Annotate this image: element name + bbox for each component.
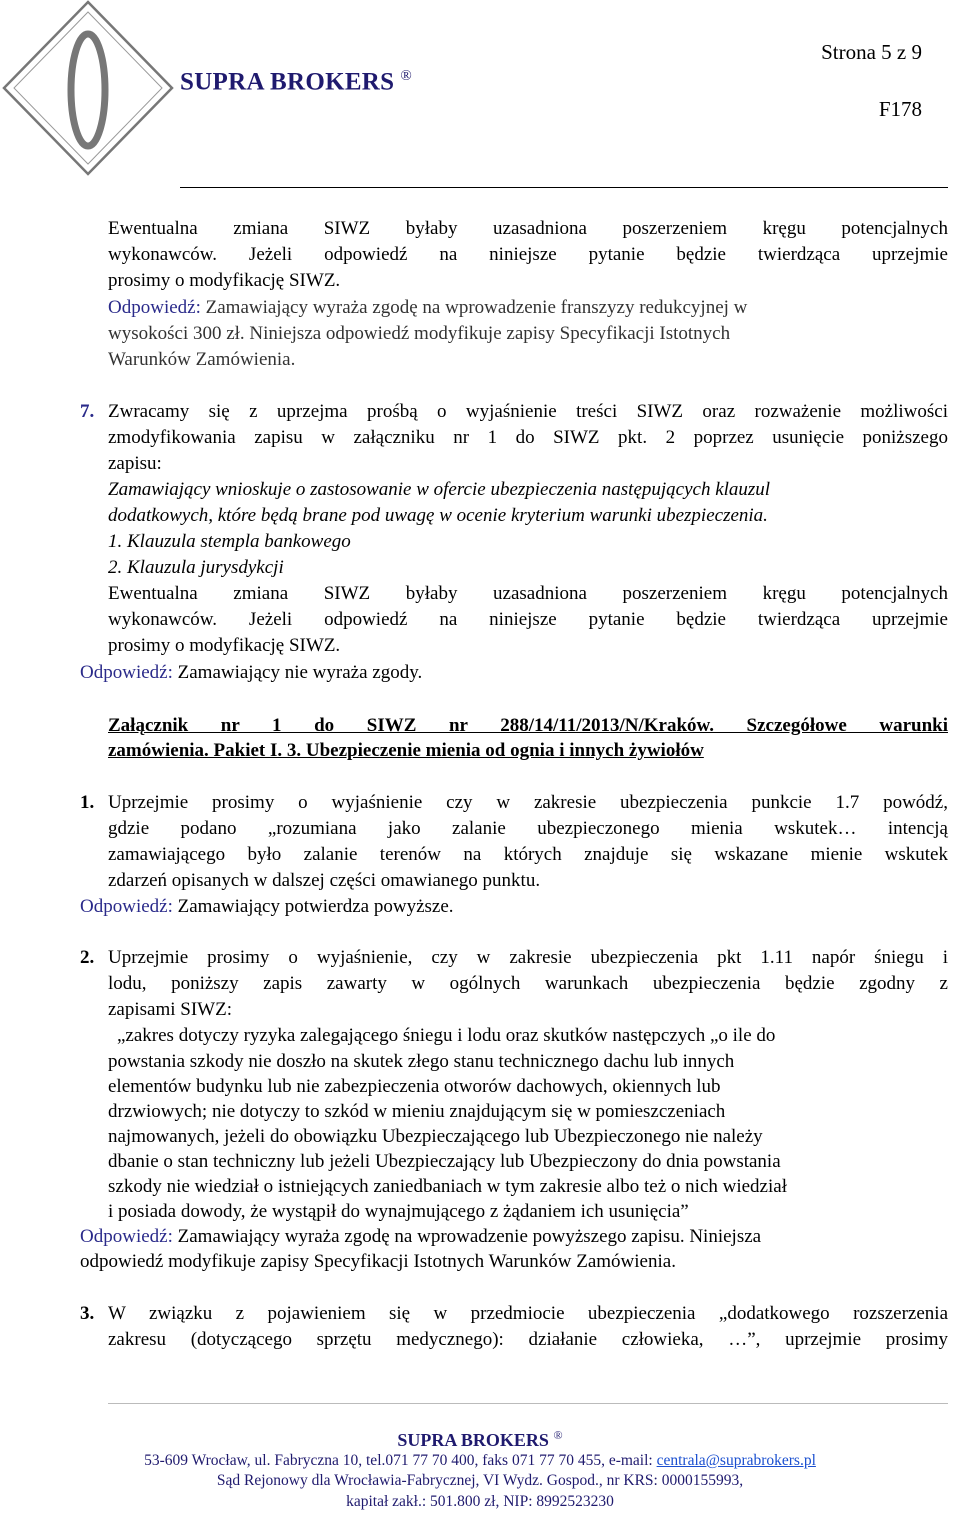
- header-divider: [180, 187, 948, 188]
- intro-line-2: wykonawców. Jeżeli odpowiedź na niniejsze pytanie będzie twierdząca uprzejmie: [108, 244, 948, 265]
- intro-line-1: Ewentualna zmiana SIWZ byłaby uzasadniona poszerzeniem kręgu potencjalnych: [108, 218, 948, 239]
- answer-label: Odpowiedź:: [80, 1226, 173, 1247]
- item-1-number: 1.: [80, 792, 95, 813]
- question-7-line-1: Zwracamy się z uprzejma prośbą o wyjaśnienie treści SIWZ oraz rozważenie możliwości: [108, 401, 948, 422]
- item-2-quote-7: szkody nie wiedział o istniejących zaniedbaniach w tym zakresie albo też o nich wiedział: [108, 1176, 787, 1197]
- item-2-quote-6: dbanie o stan techniczny lub jeżeli Ubezpieczający lub Ubezpieczony do dnia powstania: [108, 1151, 781, 1172]
- item-3-number: 3.: [80, 1303, 95, 1324]
- item-2-number: 2.: [80, 947, 95, 968]
- item-1-line-2: gdzie podano „rozumiana jako zalanie ubezpieczonego mienia wskutek… intencją: [108, 818, 948, 839]
- footer-address: 53-609 Wrocław, ul. Fabryczna 10, tel.071 77 70 400, faks 071 77 70 455, e-mail: centrala@suprabrokers.pl: [144, 1452, 816, 1469]
- item-2-quote-1: „zakres dotyczy ryzyka zalegającego śniegu i lodu oraz skutków następczych „o ile do: [117, 1025, 776, 1046]
- item-2-quote-8: i posiada dowody, że wystąpił do wynajmującego z żądaniem ich usunięcia”: [108, 1201, 689, 1222]
- footer-court-registration: Sąd Rejonowy dla Wrocławia-Fabrycznej, VI Wydz. Gospod., nr KRS: 0000155993,: [216, 1472, 744, 1489]
- section-heading-line-1: Załącznik nr 1 do SIWZ nr 288/14/11/2013/N/Kraków. Szczegółowe warunki: [108, 715, 948, 736]
- question-7-line-4: Ewentualna zmiana SIWZ byłaby uzasadniona poszerzeniem kręgu potencjalnych: [108, 583, 948, 604]
- question-7-italic-2: dodatkowych, które będą brane pod uwagę w ocenie kryterium warunki ubezpieczenia.: [108, 505, 768, 526]
- item-1-line-4: zdarzeń opisanych w dalszej części omawianego punktu.: [108, 870, 541, 891]
- header-brand: SUPRA BROKERS ®: [180, 68, 413, 96]
- supra-brokers-logo: [0, 0, 175, 180]
- registered-mark: ®: [400, 68, 413, 84]
- footer-email-link[interactable]: centrala@suprabrokers.pl: [656, 1452, 816, 1469]
- registered-mark: ®: [553, 1428, 563, 1442]
- intro-answer-line-3: Warunków Zamówienia.: [108, 349, 296, 370]
- item-1-answer: Odpowiedź: Zamawiający potwierdza powyższe.: [80, 896, 454, 917]
- item-2-line-3: zapisami SIWZ:: [108, 999, 232, 1020]
- item-1-line-3: zamawiającego było zalanie terenów na których znajduje się wskazane mienie wskutek: [108, 844, 948, 865]
- footer-brand: SUPRA BROKERS ®: [397, 1428, 563, 1450]
- question-7-number: 7.: [80, 401, 95, 422]
- item-2-answer-line-1: Odpowiedź: Zamawiający wyraża zgodę na wprowadzenie powyższego zapisu. Niniejsza: [80, 1226, 762, 1247]
- footer-capital: kapitał zakł.: 501.800 zł, NIP: 8992523230: [346, 1493, 614, 1510]
- item-2-quote-5: najmowanych, jeżeli do obowiązku Ubezpieczającego lub Ubezpieczonego nie należy: [108, 1126, 763, 1147]
- item-2-quote-2: powstania szkody nie doszło na skutek złego stanu technicznego dachu lub innych: [108, 1051, 735, 1072]
- item-3-line-2: zakresu (dotyczącego sprzętu medycznego): działanie człowieka, …”, uprzejmie prosimy: [108, 1329, 948, 1350]
- question-7-italic-3: 1. Klauzula stempla bankowego: [108, 531, 351, 552]
- question-7-line-3: zapisu:: [108, 453, 162, 474]
- page-number: Strona 5 z 9: [821, 40, 922, 64]
- form-code: F178: [878, 97, 922, 121]
- question-7-italic-4: 2. Klauzula jurysdykcji: [108, 557, 284, 578]
- item-2-line-2: lodu, poniższy zapis zawarty w ogólnych warunkach ubezpieczenia będzie zgodny z: [108, 973, 948, 994]
- question-7-line-6: prosimy o modyfikację SIWZ.: [108, 635, 341, 656]
- answer-label: Odpowiedź:: [80, 896, 173, 917]
- answer-label: Odpowiedź:: [108, 297, 201, 318]
- question-7-line-5: wykonawców. Jeżeli odpowiedź na niniejsze pytanie będzie twierdząca uprzejmie: [108, 609, 948, 630]
- item-1-line-1: Uprzejmie prosimy o wyjaśnienie czy w zakresie ubezpieczenia punkcie 1.7 powódź,: [108, 792, 948, 813]
- question-7-answer: Odpowiedź: Zamawiający nie wyraża zgody.: [80, 662, 423, 683]
- item-2-quote-3: elementów budynku lub nie zabezpieczenia otworów dachowych, okiennych lub: [108, 1076, 721, 1097]
- item-2-line-1: Uprzejmie prosimy o wyjaśnienie, czy w zakresie ubezpieczenia pkt 1.11 napór śniegu i: [108, 947, 948, 968]
- intro-answer-line-1: Odpowiedź: Zamawiający wyraża zgodę na wprowadzenie franszyzy redukcyjnej w: [108, 297, 748, 318]
- item-3-line-1: W związku z pojawieniem się w przedmiocie ubezpieczenia „dodatkowego rozszerzenia: [108, 1303, 948, 1324]
- intro-answer-line-2: wysokości 300 zł. Niniejsza odpowiedź modyfikuje zapisy Specyfikacji Istotnych: [108, 323, 731, 344]
- intro-line-3: prosimy o modyfikację SIWZ.: [108, 270, 341, 291]
- question-7-italic-1: Zamawiający wnioskuje o zastosowanie w ofercie ubezpieczenia następujących klauzul: [108, 479, 771, 500]
- item-2-quote-4: drzwiowych; nie dotyczy to szkód w mieniu znajdującym się w pomieszczeniach: [108, 1101, 726, 1122]
- section-heading-line-2: zamówienia. Pakiet I. 3. Ubezpieczenie mienia od ognia i innych żywiołów: [108, 740, 704, 761]
- question-7-line-2: zmodyfikowania zapisu w załączniku nr 1 do SIWZ pkt. 2 poprzez usunięcie poniższego: [108, 427, 948, 448]
- item-2-answer-line-2: odpowiedź modyfikuje zapisy Specyfikacji Istotnych Warunków Zamówienia.: [80, 1251, 676, 1272]
- answer-label: Odpowiedź:: [80, 662, 173, 683]
- footer-divider: [108, 1403, 948, 1404]
